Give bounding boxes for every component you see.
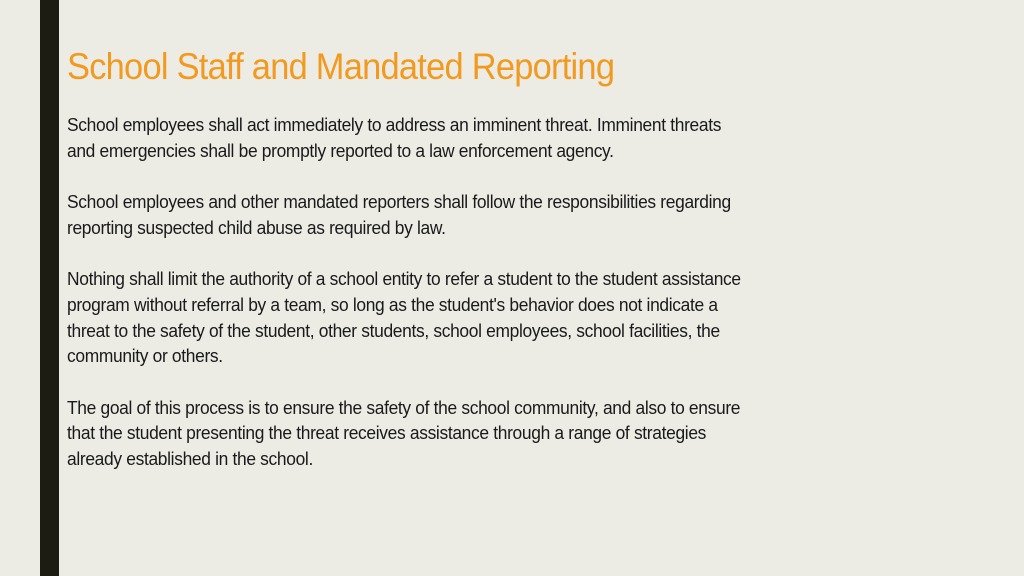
text-line: community or others.: [67, 345, 223, 367]
paragraph-mandated-reporters: [67, 189, 967, 240]
text-line: School employees shall act immediately to address an imminent threat. Imminent threats: [67, 114, 722, 135]
text-line: program without referral by a team, so long as the student's behavior does not indicate a: [67, 293, 718, 315]
paragraph-student-assistance: [67, 266, 967, 369]
slide-body: [67, 112, 967, 497]
text-line: that the student presenting the threat receives assistance through a range of strategies: [67, 422, 707, 444]
text-line: reporting suspected child abuse as required by law.: [67, 216, 446, 238]
text-line: threat to the safety of the student, other students, school employees, school facilities, the: [67, 319, 720, 341]
text-line: Nothing shall limit the authority of a school entity to refer a student to the student assistance: [67, 268, 741, 290]
accent-side-bar: [40, 0, 59, 576]
text-line: and emergencies shall be promptly reported to a law enforcement agency.: [67, 139, 614, 161]
slide-title: School Staff and Mandated Reporting: [67, 46, 615, 87]
text-line: The goal of this process is to ensure the safety of the school community, and also to ensure: [67, 396, 741, 418]
paragraph-goal: [67, 395, 967, 472]
text-line: School employees and other mandated reporters shall follow the responsibilities regarding: [67, 191, 731, 213]
paragraph-imminent-threat: [67, 112, 967, 163]
text-line: already established in the school.: [67, 448, 313, 470]
